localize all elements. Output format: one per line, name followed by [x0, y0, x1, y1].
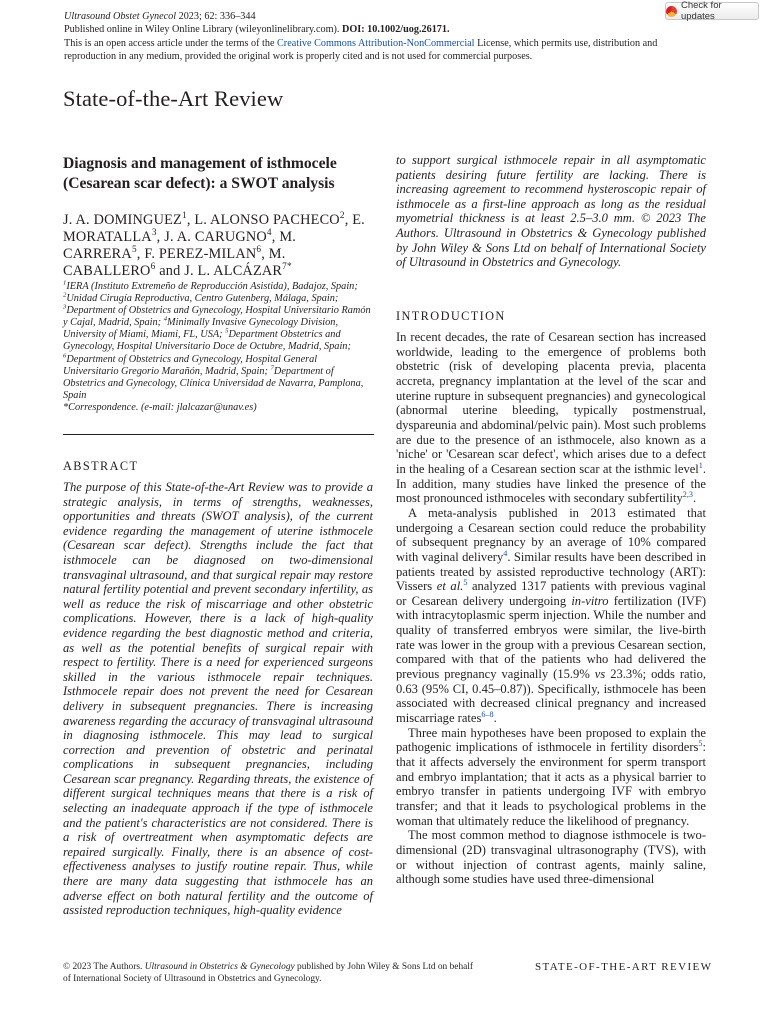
- introduction-heading: INTRODUCTION: [396, 309, 506, 323]
- text: published by John Wiley & Sons Ltd on behalf of International Society of Ultrasound in Obstetrics and Gynecology.: [63, 962, 474, 984]
- paragraph: [396, 506, 706, 726]
- text: .: [493, 711, 497, 726]
- paragraph: The most common method to diagnose isthmocele is two-dimensional (2D) transvaginal ultrasonography (TVS), with or without injection of contrast agents, mainly saline, although some studies have used three-dimensional: [396, 828, 706, 887]
- author-affil-ref: 5: [131, 245, 137, 256]
- affiliations: [63, 281, 375, 414]
- text: in-vitro: [571, 593, 609, 608]
- reference-link[interactable]: 2,3: [682, 490, 693, 500]
- divider: [63, 434, 374, 435]
- journal-name: Ultrasound Obstet Gynecol: [64, 11, 177, 22]
- affil-text: Department of Obstetrics and Gynecology, Clínica Universidad de Navarra, Pamplona, Spain: [63, 365, 364, 401]
- author-name: J. A. DOMINGUEZ: [63, 212, 182, 228]
- author-name: , E. MORATALLA: [63, 212, 365, 246]
- section-title: State-of-the-Art Review: [63, 86, 284, 111]
- text: . Similar results have been described in patients treated by assisted reproductive technology (ART): Vissers: [396, 549, 706, 594]
- text: .: [692, 491, 697, 506]
- reference-link[interactable]: 1: [698, 460, 703, 470]
- check-for-updates-button[interactable]: [665, 2, 759, 20]
- footer-section-label: STATE-OF-THE-ART REVIEW: [535, 961, 713, 973]
- license-intro: This is an open access article under the terms of the: [64, 37, 278, 49]
- published-line: [64, 23, 704, 36]
- author-list: [63, 212, 373, 280]
- affil-number: 2: [63, 291, 67, 299]
- footer-copyright: [63, 961, 483, 985]
- introduction-body: [396, 330, 706, 887]
- text: analyzed 1317 patients with previous vaginal or Cesarean delivery undergoing: [396, 579, 707, 608]
- text: 23.3%; odds ratio, 0.63 (95% CI, 0.45–0.87)). Specifically, isthmocele has been associated with decreased clinical pregnancy and increased miscarriage rates: [396, 667, 706, 726]
- affil-text: Department of Obstetrics and Gynecology, Hospital Universitario Ramón y Cajal, Madrid, Spain;: [63, 305, 371, 329]
- abstract-heading: ABSTRACT: [63, 459, 139, 473]
- affil-text: Department of Obstetrics and Gynecology, Hospital General Universitario Gregorio Marañón, Madrid, Spain;: [63, 353, 318, 377]
- abstract-text: The purpose of this State-of-the-Art Review was to provide a strategic analysis, in terms of strengths, weaknesses, opportunities and threats (SWOT analysis), of the current evidence regarding the management of uterine isthmocele (Cesarean scar defect). Strengths include the fact that isthmocele can be diagnosed on two-dimensional transvaginal ultrasound, and that surgical repair may restore natural fertility potential and prevent secondary infertility, as well as reduce the risk of miscarriage and other obstetric complications. However, there is a lack of high-quality evidence regarding the best diagnostic method and criteria, as well as the potential benefits of surgical repair with respect to fertility. There is a need for experienced surgeons skilled in the various isthmocele repair techniques. Isthmocele repair does not prevent the need for Cesarean delivery in subsequent pregnancies. There is increasing awareness regarding the accuracy of transvaginal ultrasound in diagnosing isthmocele. This may lead to surgical correction and prevention of obstetric and perinatal complications in subsequent pregnancies, including Cesarean scar pregnancy. Regarding threats, the existence of different surgical techniques means that there is a risk of selecting an inadequate approach if the type of isthmocele and the patient's characteristics are not considered. There is a risk of overtreatment when asymptomatic defects are repaired surgically. Finally, there is an absence of cost-effectiveness analyses to justify routine repair. Thus, while there are many data suggesting that isthmocele has an adverse effect on both natural fertility and the outcome of assisted reproduction techniques, high-quality evidence: [63, 480, 373, 918]
- journal-header: [64, 10, 704, 64]
- author-affil-ref: 6: [256, 245, 262, 256]
- abstract-continuation: to support surgical isthmocele repair in all asymptomatic patients desiring future fertility are lacking. There is increasing agreement to recommend hysteroscopic repair of isthmocele as a first-line approach as long as the residual myometrial thickness is at least 2.5–3.0 mm. © 2023 The Authors. Ultrasound in Obstetrics & Gynecology published by John Wiley & Sons Ltd on behalf of International Society of Ultrasound in Obstetrics and Gynecology.: [396, 153, 706, 270]
- affil-text: Minimally Invasive Gynecology Division, University of Miami, Miami, FL, USA;: [63, 317, 339, 341]
- affil-number: 4: [163, 315, 168, 323]
- text: In recent decades, the rate of Cesarean section has increased worldwide, leading to the emergence of problems both obstetric (risk of developing placenta previa, placenta accreta, pregnancy implantation at the level of the scar and uterine rupture in subsequent pregnancies) and gynecological (abnormal uterine bleeding, typically postmenstrual, dyspareunia and abdominal/pelvic pain). Most such problems are due to the presence of an isthmocele, also known as a 'niche' or 'Cesarean scar defect', which arises due to a defect in the healing of a Cesarean section scar at the isthmic level: [396, 330, 706, 476]
- doi[interactable]: DOI: 10.1002/uog.26171.: [342, 24, 450, 36]
- text: : that it affects adversely the environment for sperm transport and embryo implantation; that it acts as a physical barrier to embryo transfer in patients undergoing IVF with embryo transfer; and that it leads to psychological problems in the woman that ultimately reduce the likelihood of pregnancy.: [396, 740, 706, 828]
- text: A meta-analysis published in 2013 estimated that undergoing a Cesarean section could reduce the probability of subsequent pregnancy by an average of 10% compared with vaginal delivery: [396, 505, 706, 564]
- affil-number: 1: [63, 279, 67, 287]
- reference-link[interactable]: 5: [698, 739, 703, 749]
- text: Three main hypotheses have been proposed to explain the pathogenic implications of isthmocele in fertility disorders: [396, 725, 706, 755]
- author-affil-ref: 3: [151, 228, 157, 239]
- affil-text: Unidad Cirugía Reproductiva, Centro Gutenberg, Málaga, Spain;: [66, 293, 339, 305]
- author-affil-ref: 2: [339, 211, 345, 222]
- author-name: , F. PEREZ-MILAN: [136, 246, 257, 263]
- affil-text: Department Obstetrics and Gynecology, Hospital Universitario Doce de Octubre, Madrid, Spain;: [63, 329, 351, 353]
- author-affil-ref: 1: [181, 211, 187, 222]
- check-for-updates-label: Check for updates: [680, 0, 722, 22]
- affil-text: IERA (Instituto Extremeño de Reproducción Asistida), Badajoz, Spain;: [66, 281, 358, 292]
- author-affil-ref: 4: [266, 228, 272, 239]
- citation-line: [64, 10, 704, 23]
- author-affil-ref: 7*: [282, 262, 292, 273]
- reference-link[interactable]: 5: [463, 577, 468, 587]
- author-name: , M. CABALLERO: [63, 246, 286, 280]
- paragraph: [396, 726, 706, 829]
- author-name: and J. L. ALCÁZAR: [155, 263, 283, 280]
- text: fertilization (IVF) with intracytoplasmic sperm injection. While the number and quality of transferred embryos were similar, the live-birth rate was lower in the group with a previous Cesarean section, compared with that of the patients who had delivered the previous pregnancy vaginally (15.9%: [396, 593, 707, 682]
- text: vs: [594, 667, 606, 682]
- published-online-text: Published online in Wiley Online Library (wileyonlinelibrary.com).: [64, 24, 342, 36]
- author-name: , M. CARRERA: [63, 229, 297, 263]
- paragraph: [396, 330, 706, 506]
- affil-number: 6: [63, 352, 67, 360]
- citation-details: 2023; 62: 336–344: [176, 11, 256, 22]
- article-title: Diagnosis and management of isthmocele (Cesarean scar defect): a SWOT analysis: [63, 155, 337, 192]
- author-affil-ref: 6: [150, 262, 156, 273]
- text: © 2023 The Authors.: [63, 962, 145, 972]
- crossmark-icon: [666, 6, 677, 17]
- text: et al.: [436, 579, 464, 594]
- correspondence[interactable]: *Correspondence. (e-mail: jlalcazar@unav.es): [63, 401, 257, 413]
- author-name: , J. A. CARUGNO: [156, 229, 267, 246]
- license-text: [64, 37, 704, 64]
- license-link[interactable]: Creative Commons Attribution-NonCommercial: [277, 37, 475, 49]
- license-rest: License, which permits use, distribution and reproduction in any medium, provided the original work is properly cited and is not used for commercial purposes.: [64, 37, 658, 63]
- reference-link[interactable]: 6–8: [481, 709, 494, 719]
- affil-number: 3: [63, 303, 67, 311]
- reference-link[interactable]: 4: [503, 548, 508, 558]
- text: . In addition, many studies have linked the presence of the most pronounced isthmoceles with secondary subfertility: [396, 461, 706, 506]
- affil-number: 5: [225, 327, 229, 335]
- author-name: , L. ALONSO PACHECO: [186, 212, 340, 228]
- affil-number: 7: [270, 364, 274, 372]
- text: Ultrasound in Obstetrics & Gynecology: [144, 962, 295, 972]
